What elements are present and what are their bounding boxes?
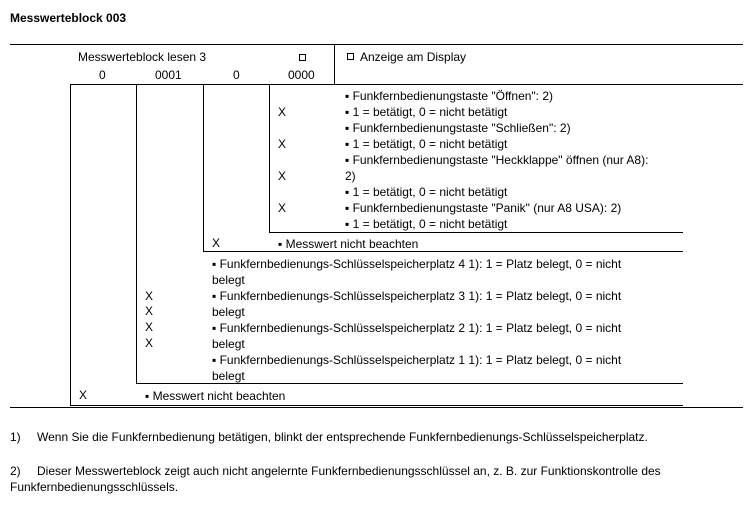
ignore-label: ▪ Messwert nicht beachten [145, 389, 286, 403]
footnote-number: 1) [10, 430, 21, 444]
list-item: ▪ 1 = betätigt, 0 = nicht betätigt [345, 137, 508, 151]
footnote-text: Wenn Sie die Funkfernbedienung betätigen, blinkt der entsprechende Funkfernbedienungs-Schlüsselspeicherplatz. [37, 430, 648, 444]
checkbox-icon [347, 53, 354, 60]
header-label: Messwerteblock lesen 3 [78, 50, 207, 64]
mark-x: X [212, 236, 221, 250]
mark-x: X [79, 388, 88, 402]
bottom-rule [10, 407, 743, 408]
mark-x: X [145, 304, 154, 318]
mark-x: X [145, 336, 154, 350]
list-item: ▪ Funkfernbedienungstaste "Heckklappe" öffnen (nur A8): [345, 153, 649, 167]
footnote-text: Dieser Messwerteblock zeigt auch nicht angelernte Funkfernbedienungsschlüssel an, z. B. zur Funktionskontrolle des Funkfernbedienungsschlüssels. [10, 464, 661, 494]
list-item: belegt [212, 369, 245, 383]
tree-line [269, 84, 270, 233]
tree-branch [203, 251, 683, 252]
checkbox-icon [299, 54, 306, 61]
value-0: 0 [99, 68, 106, 82]
list-item: ▪ 1 = betätigt, 0 = nicht betätigt [345, 185, 508, 199]
list-item: belegt [212, 273, 245, 287]
tree-line [203, 84, 204, 252]
header-divider [334, 44, 335, 84]
list-item: ▪ Funkfernbedienungs-Schlüsselspeicherplatz 3 1): 1 = Platz belegt, 0 = nicht [212, 289, 622, 303]
mark-x: X [145, 320, 154, 334]
list-item: ▪ Funkfernbedienungstaste "Schließen": 2) [345, 121, 571, 135]
page-title: Messwerteblock 003 [10, 11, 127, 25]
mark-x: X [145, 289, 154, 303]
list-item: belegt [212, 305, 245, 319]
top-rule [10, 44, 743, 45]
list-item: ▪ 1 = betätigt, 0 = nicht betätigt [345, 105, 508, 119]
list-item: ▪ Funkfernbedienungs-Schlüsselspeicherplatz 1 1): 1 = Platz belegt, 0 = nicht [212, 353, 622, 367]
header-bottom-rule [70, 84, 743, 85]
list-item: belegt [212, 337, 245, 351]
mark-x: X [278, 137, 287, 151]
value-1: 0001 [155, 68, 182, 82]
mark-x: X [278, 201, 287, 215]
list-item: ▪ Funkfernbedienungstaste "Öffnen": 2) [345, 89, 554, 103]
value-2: 0 [233, 68, 240, 82]
tree-line [136, 84, 137, 384]
list-item: ▪ Funkfernbedienungstaste "Panik" (nur A8 USA): 2) [345, 201, 622, 215]
ignore-label: ▪ Messwert nicht beachten [278, 237, 419, 251]
display-note: Anzeige am Display [360, 50, 467, 64]
list-item: ▪ Funkfernbedienungs-Schlüsselspeicherplatz 4 1): 1 = Platz belegt, 0 = nicht [212, 257, 622, 271]
mark-x: X [278, 169, 287, 183]
list-item: ▪ 1 = betätigt, 0 = nicht betätigt [345, 217, 508, 231]
footnote-number: 2) [10, 464, 21, 478]
tree-branch [70, 405, 683, 406]
list-item: 2) [345, 169, 356, 183]
list-item: ▪ Funkfernbedienungs-Schlüsselspeicherplatz 2 1): 1 = Platz belegt, 0 = nicht [212, 321, 622, 335]
value-3: 0000 [288, 68, 315, 82]
mark-x: X [278, 105, 287, 119]
tree-line [70, 84, 71, 406]
tree-branch [269, 232, 683, 233]
